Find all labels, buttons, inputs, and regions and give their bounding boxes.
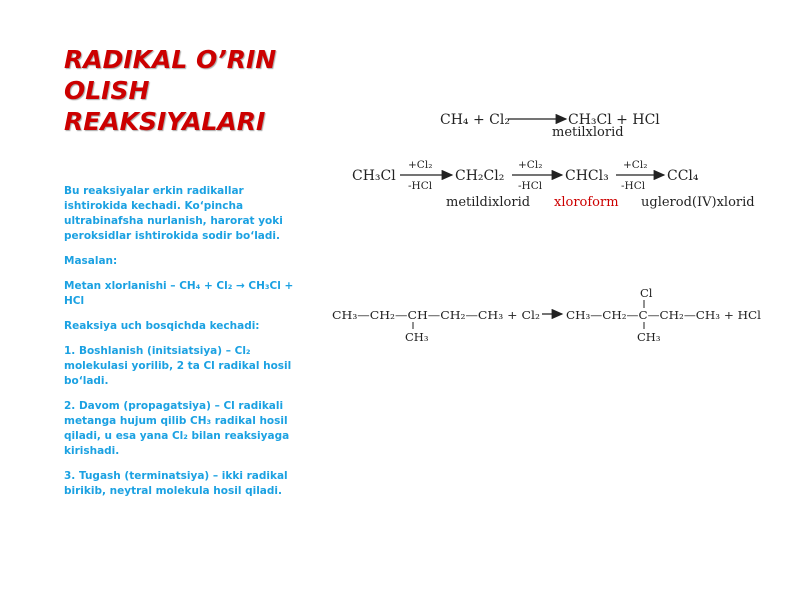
r2-product-3: CCl₄	[667, 168, 699, 184]
title-line-1: RADIKAL O’RIN	[64, 45, 277, 74]
r3-product-branch: CH₃	[637, 330, 661, 344]
r3-reactant-chain: CH₃—CH₂—CH—CH₂—CH₃ + Cl₂	[332, 308, 540, 322]
reaction-1	[440, 112, 660, 140]
r2-start: CH₃Cl	[352, 168, 396, 184]
r2-reagent-plus-2: +Cl₂	[518, 159, 543, 171]
r1-products: CH₃Cl + HCl	[568, 112, 660, 128]
example-label: Masalan:	[64, 255, 118, 267]
body-text	[64, 184, 309, 509]
r1-product-name: metilxlorid	[552, 125, 624, 140]
title-line-2: OLISH	[64, 76, 150, 105]
r2-reagent-plus-3: +Cl₂	[623, 159, 648, 171]
r2-reagent-minus-2: -HCl	[518, 180, 543, 192]
slide-title	[64, 44, 304, 137]
intro-paragraph: Bu reaksiyalar erkin radikallar ishtirokida kechadi. Ko‘pincha ultrabinafsha nurlanish, harorat yoki peroksidlar ishtirokida sodir bo‘ladi.	[64, 185, 283, 242]
r3-product-chain: CH₃—CH₂—C—CH₂—CH₃ + HCl	[566, 308, 762, 322]
r2-reagent-minus-3: -HCl	[621, 180, 646, 192]
r3-product-top: Cl	[640, 286, 653, 300]
r2-reagent-minus-1: -HCl	[408, 180, 433, 192]
r2-name-2: xloroform	[554, 195, 619, 210]
reaction-3	[332, 286, 761, 344]
methane-chlorination-text: Metan xlorlanishi – CH₄ + Cl₂ → CH₃Cl + HCl	[64, 280, 294, 307]
r2-product-2: CHCl₃	[565, 168, 609, 184]
stage-2-text: 2. Davom (propagatsiya) – Cl radikali metanga hujum qilib CH₃ radikal hosil qiladi, u esa yana Cl₂ bilan reaksiyaga kirishadi.	[64, 400, 290, 457]
stage-3-text: 3. Tugash (terminatsiya) – ikki radikal birikib, neytral molekula hosil qiladi.	[64, 470, 288, 497]
r2-product-1: CH₂Cl₂	[455, 168, 505, 184]
r2-reagent-plus-1: +Cl₂	[408, 159, 433, 171]
stage-1-text: 1. Boshlanish (initsiatsiya) – Cl₂ molekulasi yorilib, 2 ta Cl radikal hosil bo‘ladi.	[64, 345, 292, 387]
r3-reactant-branch: CH₃	[405, 330, 429, 344]
r2-name-3: uglerod(IV)xlorid	[641, 195, 755, 210]
reaction-2	[352, 159, 755, 210]
reaction-scheme	[330, 95, 780, 355]
title-line-3: REAKSIYALARI	[64, 107, 266, 136]
stages-label: Reaksiya uch bosqichda kechadi:	[64, 320, 260, 332]
r1-reactants: CH₄ + Cl₂	[440, 112, 510, 128]
r2-name-1: metildixlorid	[446, 195, 531, 210]
